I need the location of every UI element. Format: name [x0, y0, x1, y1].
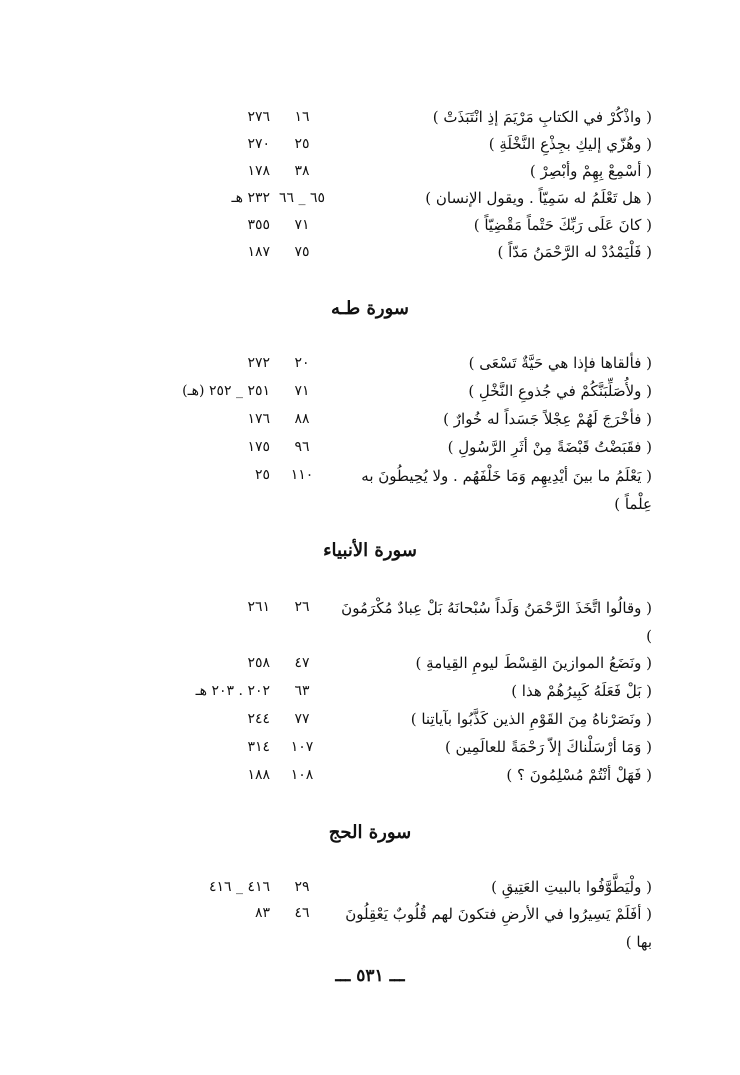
table-row	[0, 734, 740, 760]
ayah-number: ١٠٧	[290, 739, 314, 755]
ayah-number: ٣٨	[294, 163, 310, 179]
ayah-number: ٤٦	[294, 905, 310, 921]
table-row	[0, 350, 740, 376]
page-reference: ٢٥١ _ ٢٥٢ (هـ)	[182, 383, 270, 399]
page-reference: ٢٥	[254, 467, 270, 483]
page-reference: ٢٤٤	[247, 711, 270, 727]
table-row	[0, 239, 740, 265]
table-row	[0, 158, 740, 184]
verse-text: ( يَعْلَمُ ما بينَ أيْدِيهِم وَمَا خَلْفَهُم . ولا يُحِيطُونَ به عِلْماً )	[361, 467, 652, 513]
verse-text: ( أسْمِعْ بِهِمْ وأبْصِرْ )	[529, 162, 652, 180]
table-row	[0, 762, 740, 788]
table-row	[0, 594, 740, 650]
table-row	[0, 706, 740, 732]
verse-text: ( بَلْ فَعَلَهُ كَبِيرُهُمْ هذا )	[511, 682, 652, 700]
page-reference: ٤١٦ _ ٤١٦	[208, 879, 270, 895]
verse-text: ( هل تَعْلَمُ له سَمِيّاً . ويقول الإنسان )	[425, 189, 652, 207]
table-row	[0, 462, 740, 518]
page-reference: ١٧٥	[247, 439, 270, 455]
ayah-number: ١٦	[294, 109, 310, 125]
table-row	[0, 378, 740, 404]
table-row	[0, 406, 740, 432]
ayah-number: ٢٩	[294, 879, 310, 895]
ayah-number: ٧١	[294, 217, 310, 233]
table-row	[0, 650, 740, 676]
ayah-number: ٧٥	[294, 244, 310, 260]
page-reference: ٨٣	[254, 905, 270, 921]
table-row	[0, 434, 740, 460]
verse-text: ( وهُزّي إليكِ بجِذْعِ النَّخْلَةِ )	[488, 135, 652, 153]
table-row	[0, 104, 740, 130]
table-row	[0, 874, 740, 900]
table-row	[0, 212, 740, 238]
ayah-number: ٤٧	[294, 655, 310, 671]
verse-text: ( كانَ عَلَى رَبِّكَ حَتْماً مَقْضِيّاً )	[473, 216, 652, 234]
verse-text: ( ونَضَعُ الموازينَ القِسْطَ ليومِ القِيامةِ )	[415, 654, 652, 672]
verse-text: ( ولأُصَلِّبَنَّكُمْ في جُذوعِ النَّخْلِ )	[468, 382, 652, 400]
verse-text: ( فألقاها فإذا هي حَيَّةٌ تَسْعَى )	[468, 354, 652, 372]
ayah-number: ٢٠	[294, 355, 310, 371]
verse-text: ( ونَصَرْناهُ مِنَ القَوْمِ الذين كَذَّبُوا بآياتِنا )	[410, 710, 652, 728]
page-reference: ٢٥٨	[247, 655, 270, 671]
table-row	[0, 131, 740, 157]
ayah-number: ٦٣	[294, 683, 310, 699]
page-reference: ٢٧٢	[247, 355, 270, 371]
ayah-number: ٨٨	[294, 411, 310, 427]
page-reference: ١٨٧	[247, 244, 270, 260]
ayah-number: ٢٥	[294, 136, 310, 152]
ayah-number: ٦٥ _ ٦٦	[279, 190, 325, 206]
verse-text: ( ولْيَطَّوَّفُوا بالبيتِ العَتِيقِ )	[491, 878, 652, 896]
page-reference: ٢٣٢ هـ	[231, 190, 270, 206]
page-reference: ٢٠٢ . ٢٠٣ هـ	[195, 683, 270, 699]
page-reference: ٢٦١	[247, 599, 270, 615]
table-row	[0, 900, 740, 956]
ayah-number: ١٠٨	[290, 767, 314, 783]
table-row	[0, 678, 740, 704]
page-reference: ١٨٨	[247, 767, 270, 783]
ayah-number: ٧٧	[294, 711, 310, 727]
ayah-number: ٩٦	[294, 439, 310, 455]
page-number: ـــ ٥٣١ ـــ	[335, 966, 405, 986]
verse-text: ( وقالُوا اتَّخَذَ الرَّحْمَنُ وَلَداً سُبْحانَهُ بَلْ عِبادٌ مُكْرَمُونَ )	[341, 599, 652, 645]
verse-text: ( فَهَلْ أنْتُمْ مُسْلِمُونَ ؟ )	[506, 766, 652, 784]
verse-text: ( فَلْيَمْدُدْ له الرَّحْمَنُ مَدّاً )	[497, 243, 652, 261]
verse-text: ( واذْكُرْ في الكتابِ مَرْيَمَ إذِ انْتَبَذَتْ )	[432, 108, 652, 126]
verse-text: ( فقَبَضْتُ قَبْضَةً مِنْ أثَرِ الرَّسُولِ )	[447, 438, 652, 456]
ayah-number: ٧١	[294, 383, 310, 399]
verse-text: ( فأخْرَجَ لَهُمْ عِجْلاً جَسَداً له خُوارٌ )	[443, 410, 652, 428]
surah-heading-taha: سورة طـه	[330, 298, 410, 319]
surah-heading-anbiya: سورة الأنبياء	[323, 540, 417, 561]
surah-heading-hajj: سورة الحج	[328, 822, 412, 843]
page-reference: ١٧٨	[247, 163, 270, 179]
table-row	[0, 185, 740, 211]
verse-text: ( أفَلَمْ يَسِيرُوا في الأرضِ فتكونَ لهم قُلُوبٌ يَعْقِلُونَ بها )	[345, 905, 652, 951]
ayah-number: ١١٠	[290, 467, 314, 483]
page-reference: ٢٧٦	[247, 109, 270, 125]
page-reference: ٢٧٠	[247, 136, 270, 152]
ayah-number: ٢٦	[294, 599, 310, 615]
page-reference: ٣١٤	[247, 739, 270, 755]
page-reference: ١٧٦	[247, 411, 270, 427]
verse-text: ( وَمَا أرْسَلْناكَ إلاّ رَحْمَةً للعالَمِين )	[444, 738, 652, 756]
page-reference: ٣٥٥	[247, 217, 270, 233]
